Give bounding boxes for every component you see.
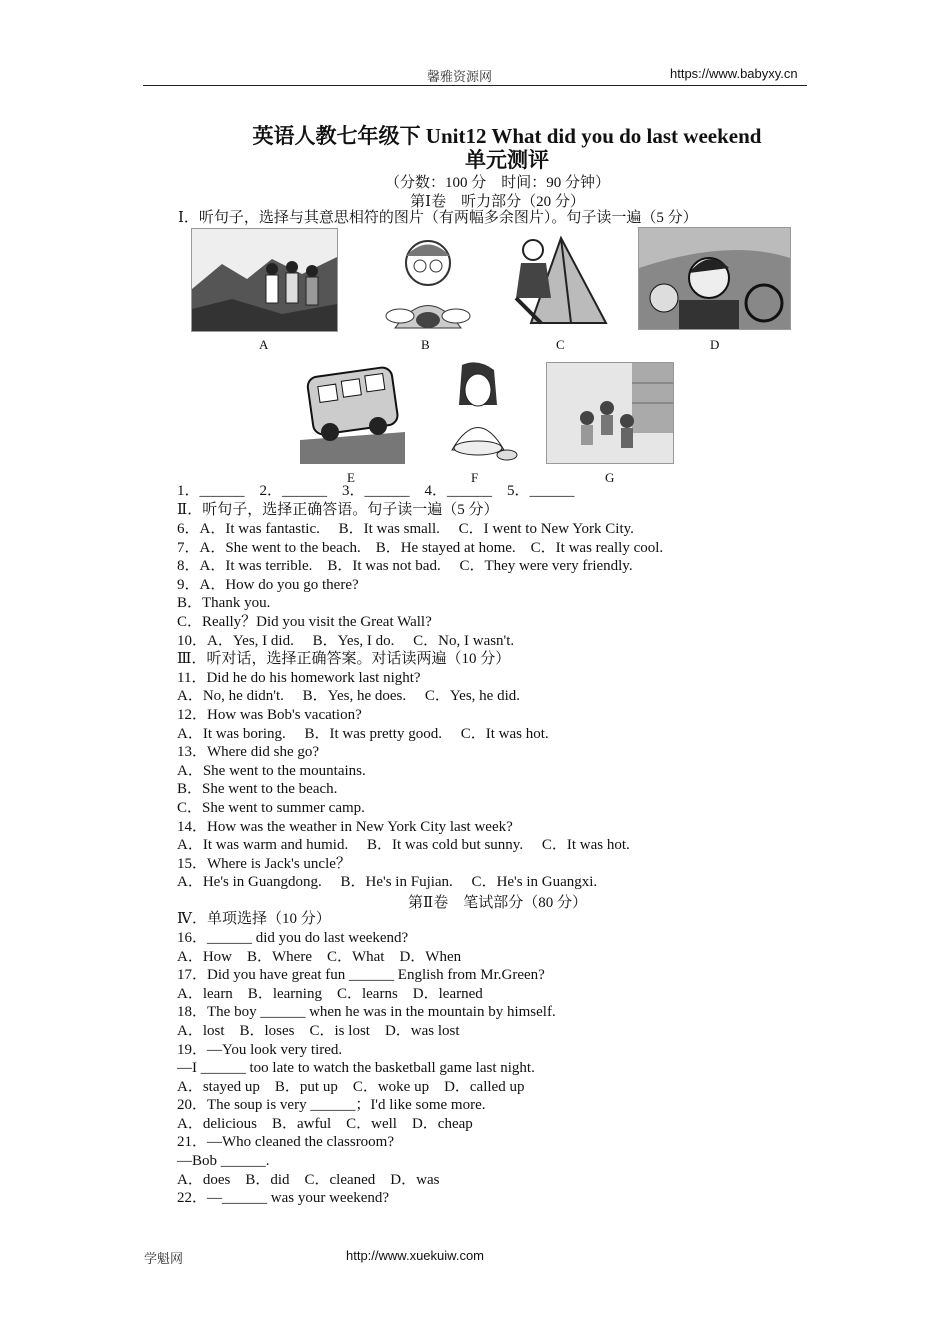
picture-label-b: B [421, 337, 430, 352]
picture-label-d: D [710, 337, 720, 352]
section1-heading: Ⅰ．听句子，选择与其意思相符的图片（有两幅多余图片）。句子读一遍（5 分） [178, 210, 698, 226]
question-line: C．Really？Did you visit the Great Wall? [177, 614, 432, 630]
question-line: 6．A．It was fantastic. B．It was small. C．I went to New York City. [177, 521, 634, 537]
question-line: 11．Did he do his homework last night? [177, 670, 421, 686]
boy-eating-picture-icon [375, 228, 481, 330]
cyclists-picture-icon [639, 228, 790, 329]
footer-url[interactable]: http://www.xuekuiw.com [346, 1248, 484, 1263]
header-url[interactable]: https://www.babyxy.cn [670, 66, 798, 81]
question-line: A．learn B．learning C．learns D．learned [177, 986, 483, 1002]
header-site-name: 馨雅资源网 [427, 70, 493, 85]
picture-b [375, 228, 481, 330]
question-line: 8．A．It was terrible. B．It was not bad. C．They were very friendly. [177, 558, 633, 574]
page-header [0, 0, 950, 90]
picture-e [300, 360, 405, 464]
question-line: 22．—______ was your weekend? [177, 1190, 390, 1206]
question-line: —Bob ______. [177, 1153, 270, 1169]
part1-heading: 第Ⅰ卷 听力部分（20 分） [410, 194, 585, 210]
question-line: 9．A．How do you go there? [177, 577, 359, 593]
footer-site-name: 学魁网 [144, 1252, 184, 1267]
picture-d [638, 227, 791, 330]
question-line: 14．How was the weather in New York City last week? [177, 819, 513, 835]
question-line: 21．—Who cleaned the classroom? [177, 1134, 395, 1150]
page-title: 英语人教七年级下 Unit12 What did you do last weekend [252, 124, 762, 148]
question-line: 16．______ did you do last weekend? [177, 930, 409, 946]
section3-heading: Ⅲ．听对话，选择正确答案。对话读两遍（10 分） [177, 651, 511, 667]
question-line: A．No, he didn't. B．Yes, he does. C．Yes, he did. [177, 688, 521, 704]
question-line: 12．How was Bob's vacation? [177, 707, 362, 723]
picture-label-e: E [347, 470, 355, 485]
question-line: 20．The soup is very ______；I'd like some more. [177, 1097, 486, 1113]
tent-picture-icon [511, 228, 608, 328]
kids-library-picture-icon [547, 363, 673, 463]
picture-label-c: C [556, 337, 565, 352]
part2-heading: 第Ⅱ卷 笔试部分（80 分） [408, 895, 587, 911]
bus-picture-icon [300, 360, 405, 464]
picture-c [511, 228, 608, 328]
section4-heading: Ⅳ．单项选择（10 分） [177, 911, 331, 927]
picture-a [191, 228, 338, 332]
section2-heading: Ⅱ．听句子，选择正确答语。句子读一遍（5 分） [177, 502, 499, 518]
page-subtitle: 单元测评 [465, 148, 549, 172]
hikers-picture-icon [192, 229, 337, 331]
question-line: B．She went to the beach. [177, 781, 338, 797]
picture-label-a: A [259, 337, 269, 352]
picture-f [437, 360, 519, 463]
picture-label-f: F [471, 470, 479, 485]
question-line: 17．Did you have great fun ______ English from Mr.Green? [177, 967, 545, 983]
question-line: A．stayed up B．put up C．woke up D．called up [177, 1079, 525, 1095]
picture-label-g: G [605, 470, 615, 485]
question-line: A．It was warm and humid. B．It was cold but sunny. C．It was hot. [177, 837, 630, 853]
question-line: A．He's in Guangdong. B．He's in Fujian. C．He's in Guangxi. [177, 874, 598, 890]
question-line: 13．Where did she go? [177, 744, 320, 760]
question-line: A．does B．did C．cleaned D．was [177, 1172, 440, 1188]
question-line: 18．The boy ______ when he was in the mountain by himself. [177, 1004, 556, 1020]
question-line: A．She went to the mountains. [177, 763, 366, 779]
question-line: —I ______ too late to watch the basketball game last night. [177, 1060, 535, 1076]
section1-answer-line: 1．______ 2．______ 3．______ 4．______ 5．______ [177, 483, 575, 499]
question-line: A．lost B．loses C．is lost D．was lost [177, 1023, 460, 1039]
question-line: 10．A．Yes, I did. B．Yes, I do. C．No, I wasn't. [177, 633, 515, 649]
woman-dining-picture-icon [437, 360, 519, 463]
question-line: B．Thank you. [177, 595, 271, 611]
score-time: （分数：100 分 时间：90 分钟） [384, 175, 610, 191]
question-line: A．It was boring. B．It was pretty good. C．It was hot. [177, 726, 549, 742]
question-line: A．delicious B．awful C．well D．cheap [177, 1116, 473, 1132]
question-line: C．She went to summer camp. [177, 800, 365, 816]
question-line: A．How B．Where C．What D．When [177, 949, 462, 965]
question-line: 15．Where is Jack's uncle？ [177, 856, 351, 872]
header-divider [143, 85, 807, 86]
picture-g [546, 362, 674, 464]
question-line: 19．—You look very tired. [177, 1042, 343, 1058]
question-line: 7．A．She went to the beach. B．He stayed at home. C．It was really cool. [177, 540, 664, 556]
